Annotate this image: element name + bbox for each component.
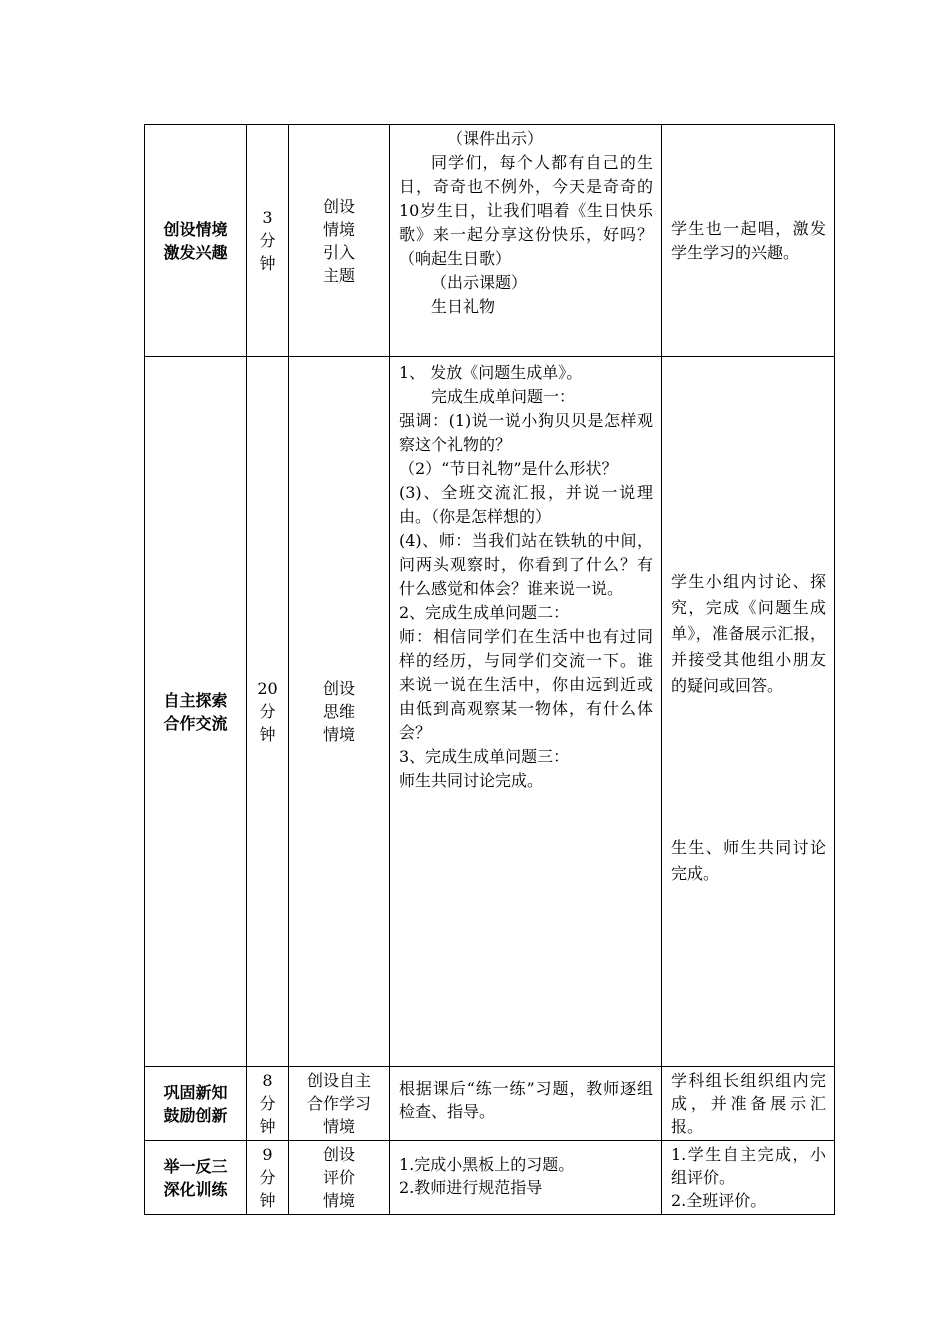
method-text: 主题 (322, 265, 355, 285)
time-unit: 分 (259, 702, 276, 721)
method-cell (289, 1067, 390, 1141)
teacher-activity-cell (390, 1141, 662, 1215)
teacher-text: （2）“节日礼物”是什么形状？ (399, 459, 618, 478)
student-text: 学生也一起唱，激发学生学习的兴趣。 (671, 218, 826, 262)
teacher-text: 师：相信同学们在生活中也有过同样的经历，与同学们交流一下。谁来说一说在生活中，你由远到近或由低到高观察某一物体，有什么体会？ (399, 627, 653, 742)
student-text: 学科组长组织组内完成，并准备展示汇报。 (671, 1071, 826, 1136)
time-value: 3 (262, 208, 273, 227)
student-text: 学生小组内讨论、探究，完成《问题生成单》，准备展示汇报，并接受其他组小朋友的疑问或回答。 (671, 572, 826, 695)
time-value: 9 (262, 1145, 273, 1164)
time-unit: 钟 (259, 725, 276, 744)
time-cell (247, 1141, 289, 1215)
time-cell (247, 1067, 289, 1141)
stage-label: 举一反三 (163, 1156, 228, 1176)
method-text: 创设 (322, 679, 355, 698)
time-unit: 分 (259, 231, 276, 250)
time-value: 20 (257, 679, 278, 698)
teacher-text: 同学们，每个人都有自己的生日，奇奇也不例外，今天是奇奇的10岁生日，让我们唱着《生日快乐歌》来一起分享这份快乐，好吗？（响起生日歌） (399, 153, 653, 268)
stage-cell (145, 1067, 247, 1141)
teacher-text: 生日礼物 (431, 297, 496, 316)
stage-label: 激发兴趣 (163, 242, 228, 262)
time-cell (247, 357, 289, 1067)
teacher-text: 1、 发放《问题生成单》。 (399, 363, 583, 382)
time-unit: 钟 (259, 1191, 276, 1210)
stage-label: 鼓励创新 (163, 1105, 228, 1125)
teacher-text: （出示课题） (431, 273, 528, 292)
time-cell (247, 125, 289, 357)
lesson-plan-table (144, 124, 835, 1215)
student-activity-cell (662, 1141, 835, 1215)
teacher-text: 2、完成生成单问题二： (399, 603, 570, 622)
table-row (145, 1067, 835, 1141)
time-unit: 钟 (259, 1117, 276, 1136)
method-cell (289, 125, 390, 357)
teacher-text: (4)、师：当我们站在铁轨的中间，问两头观察时，你看到了什么？有什么感觉和体会？谁来说一说。 (399, 531, 653, 598)
teacher-text: 3、完成生成单问题三： (399, 747, 570, 766)
teacher-text: 完成生成单问题一： (431, 387, 576, 406)
student-activity-cell (662, 357, 835, 1067)
teacher-text: (3)、全班交流汇报，并说一说理由。（你是怎样想的） (399, 483, 653, 526)
student-activity-cell (662, 1067, 835, 1141)
teacher-text: 师生共同讨论完成。 (399, 771, 544, 790)
method-text: 情境 (322, 725, 355, 744)
method-text: 思维 (322, 702, 355, 721)
stage-label: 巩固新知 (163, 1082, 228, 1102)
time-unit: 分 (259, 1168, 276, 1187)
stage-cell (145, 1141, 247, 1215)
teacher-text: 2.教师进行规范指导 (399, 1178, 543, 1197)
method-text: 情境 (322, 219, 355, 239)
teacher-text: 根据课后“练一练”习题，教师逐组检查、指导。 (399, 1079, 653, 1121)
teacher-activity-cell (390, 357, 662, 1067)
student-text: 生生、师生共同讨论完成。 (671, 838, 826, 883)
student-text: 1.学生自主完成，小组评价。 (671, 1145, 826, 1187)
stage-label: 合作交流 (163, 713, 228, 733)
method-cell (289, 357, 390, 1067)
student-activity-cell (662, 125, 835, 357)
teacher-text: 强调：(1)说一说小狗贝贝是怎样观察这个礼物的？ (399, 411, 653, 454)
teacher-text: （课件出示） (447, 129, 544, 148)
time-unit: 分 (259, 1094, 276, 1113)
stage-cell (145, 357, 247, 1067)
time-unit: 钟 (259, 254, 276, 273)
table-row (145, 125, 835, 357)
table-row (145, 1141, 835, 1215)
stage-label: 深化训练 (163, 1179, 228, 1199)
teacher-text: 1.完成小黑板上的习题。 (399, 1155, 575, 1174)
method-text: 创设 (322, 196, 355, 216)
method-cell (289, 1141, 390, 1215)
teacher-activity-cell (390, 125, 662, 357)
stage-cell (145, 125, 247, 357)
method-text: 创设自主 (306, 1071, 371, 1090)
stage-label: 自主探索 (163, 690, 228, 710)
method-text: 评价 (322, 1168, 355, 1187)
stage-label: 创设情境 (163, 219, 228, 239)
teacher-activity-cell (390, 1067, 662, 1141)
method-text: 情境 (322, 1117, 355, 1136)
method-text: 合作学习 (306, 1094, 371, 1113)
student-text: 2.全班评价。 (671, 1191, 767, 1210)
method-text: 引入 (322, 242, 355, 262)
time-value: 8 (262, 1071, 273, 1090)
method-text: 情境 (322, 1191, 355, 1210)
table-row (145, 357, 835, 1067)
method-text: 创设 (322, 1145, 355, 1164)
